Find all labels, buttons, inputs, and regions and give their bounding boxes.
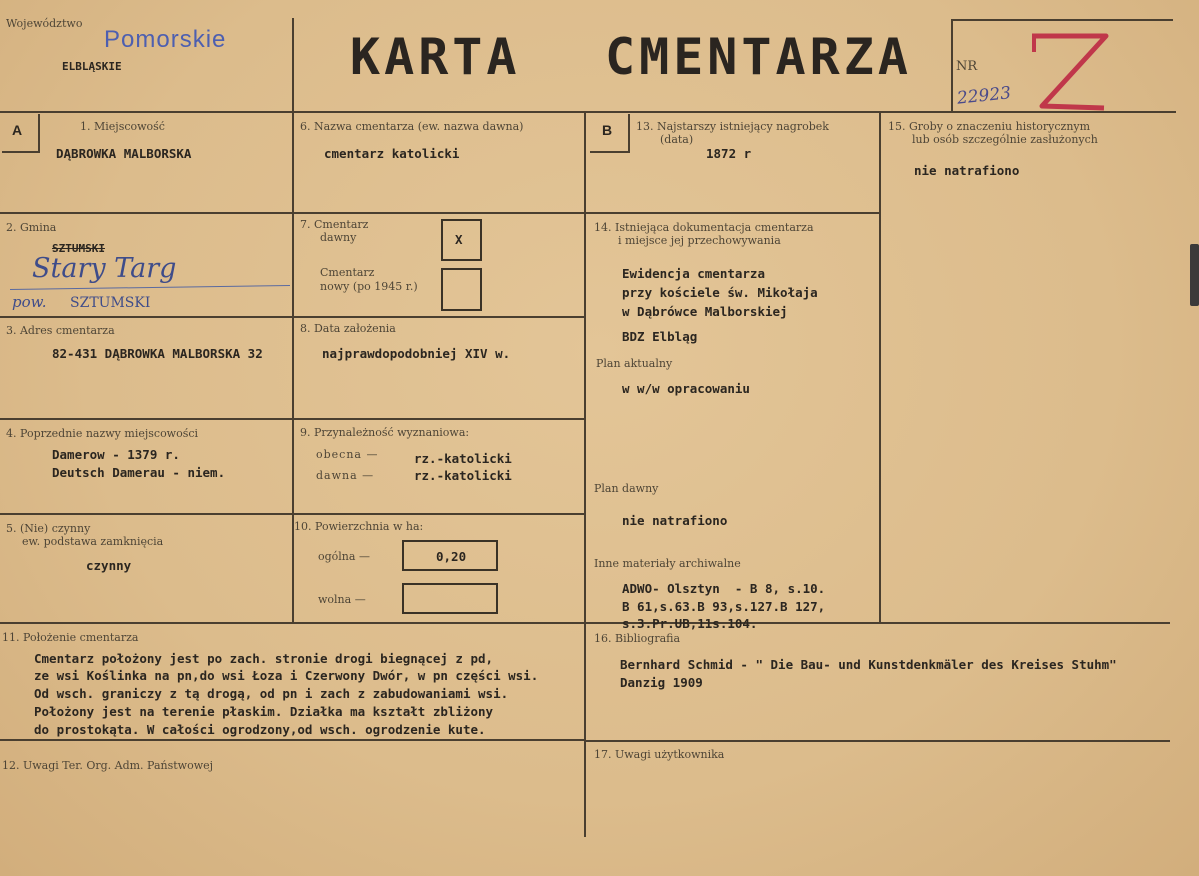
- f9-dawna-label: dawna —: [316, 469, 375, 482]
- title-karta: KARTA: [350, 28, 521, 86]
- f13-value: 1872 r: [706, 146, 752, 161]
- f2-handwritten-powiat: SZTUMSKI: [70, 295, 151, 311]
- plan-dawny-label: Plan dawny: [594, 482, 659, 495]
- nr-label: NR: [956, 59, 978, 74]
- f8-value: najprawdopodobniej XIV w.: [322, 346, 511, 361]
- f11-line-3: Od wsch. graniczy z tą drogą, od pn i zach z zabudowaniami wsi.: [34, 686, 509, 701]
- f6-value: cmentarz katolicki: [324, 146, 460, 161]
- f10-ogolna-label: ogólna —: [318, 550, 370, 563]
- row-divider-4: [0, 513, 584, 515]
- hand-underline: [10, 285, 290, 290]
- row-divider-b1: [584, 212, 880, 214]
- f2-hand-prefix: pow.: [12, 293, 47, 311]
- f4-label: 4. Poprzednie nazwy miejscowości: [6, 427, 199, 440]
- f11-line-5: do prostokąta. W całości ogrodzony,od wsch. ogrodzenie kute.: [34, 722, 486, 737]
- col-divider-1: [292, 112, 294, 622]
- row-divider-2: [0, 316, 584, 318]
- inne-line-3: s.3.Pr.UB,11s.104.: [622, 616, 758, 631]
- f13-label-2: (data): [660, 133, 694, 146]
- row-divider-7: [584, 740, 1170, 742]
- f7-label-3: Cmentarz: [320, 266, 375, 279]
- f5-label-2: ew. podstawa zamknięcia: [22, 535, 164, 548]
- plan-aktualny-value: w w/w opracowaniu: [622, 381, 750, 396]
- f9-label: 9. Przynależność wyznaniowa:: [300, 426, 470, 439]
- f5-label-1: 5. (Nie) czynny: [6, 522, 91, 535]
- tag-a-underline: [2, 151, 40, 153]
- f7-dawny-box: [441, 219, 482, 261]
- tag-b-underline: [590, 151, 630, 153]
- f10-ogolna-value: 0,20: [436, 549, 467, 564]
- f7-nowy-box: [441, 268, 482, 311]
- f16-line-2: Danzig 1909: [620, 675, 703, 690]
- f14-line-3: w Dąbrówce Malborskiej: [622, 304, 788, 319]
- f14-bdz: BDZ Elbląg: [622, 329, 698, 344]
- f5-value: czynny: [86, 558, 132, 573]
- f13-label-1: 13. Najstarszy istniejący nagrobek: [636, 120, 829, 133]
- nr-box-top: [951, 19, 1173, 21]
- f12-label: 12. Uwagi Ter. Org. Adm. Państwowej: [2, 759, 214, 772]
- section-a-tag: A: [12, 122, 23, 138]
- f11-line-1: Cmentarz położony jest po zach. stronie drogi biegnącej z pd,: [34, 651, 494, 666]
- f4-line-2: Deutsch Damerau - niem.: [52, 465, 226, 480]
- f9-obecna-label: obecna —: [316, 448, 379, 461]
- f7-dawny-mark: X: [455, 232, 463, 247]
- f8-label: 8. Data założenia: [300, 322, 396, 335]
- binder-clip: [1190, 244, 1199, 306]
- wojewodztwo-stamp: Pomorskie: [104, 26, 227, 53]
- title-cmentarza: CMENTARZA: [605, 28, 912, 86]
- col-divider-3: [879, 112, 881, 622]
- f2-handwritten-gmina: Stary Targ: [32, 253, 177, 284]
- f14-label-1: 14. Istniejąca dokumentacja cmentarza: [594, 221, 814, 234]
- f11-line-2: ze wsi Koślinka na pn,do wsi Łoza i Czerwony Dwór, w pn części wsi.: [34, 668, 539, 683]
- f15-value: nie natrafiono: [914, 163, 1020, 178]
- plan-dawny-value: nie natrafiono: [622, 513, 728, 528]
- f16-label: 16. Bibliografia: [594, 632, 681, 645]
- f9-dawna-value: rz.-katolicki: [414, 468, 512, 483]
- f10-label: 10. Powierzchnia w ha:: [294, 520, 424, 533]
- f10-ogolna-box: [402, 540, 498, 571]
- tag-b-line: [628, 114, 630, 152]
- section-b-tag: B: [602, 122, 613, 138]
- f10-wolna-label: wolna —: [318, 593, 366, 606]
- f11-label: 11. Położenie cmentarza: [2, 631, 139, 644]
- header-left-divider: [292, 18, 294, 112]
- f7-label-4: nowy (po 1945 r.): [320, 280, 418, 293]
- tag-a-line: [38, 114, 40, 152]
- header-divider: [0, 111, 1176, 113]
- inne-line-2: B 61,s.63.B 93,s.127.B 127,: [622, 599, 826, 614]
- col-divider-2: [584, 112, 586, 837]
- inne-label: Inne materiały archiwalne: [594, 557, 741, 570]
- f10-wolna-box: [402, 583, 498, 614]
- f4-line-1: Damerow - 1379 r.: [52, 447, 180, 462]
- red-z-mark: [1022, 30, 1112, 114]
- row-divider-1: [0, 212, 584, 214]
- row-divider-5: [0, 622, 1170, 624]
- f11-line-4: Położony jest na terenie płaskim. Działka ma kształt zbliżony: [34, 704, 494, 719]
- f1-value: DĄBROWKA MALBORSKA: [56, 146, 192, 161]
- row-divider-3: [0, 418, 584, 420]
- nr-box-left: [951, 20, 953, 112]
- inne-line-1: ADWO- Olsztyn - B 8, s.10.: [622, 581, 826, 596]
- f7-label-1: 7. Cmentarz: [300, 218, 369, 231]
- f6-label: 6. Nazwa cmentarza (ew. nazwa dawna): [300, 120, 524, 133]
- f9-obecna-value: rz.-katolicki: [414, 451, 512, 466]
- f1-label: 1. Miejscowość: [80, 120, 165, 133]
- wojewodztwo-typed: ELBLĄSKIE: [62, 60, 122, 73]
- f14-line-1: Ewidencja cmentarza: [622, 266, 765, 281]
- row-divider-6: [0, 739, 584, 741]
- f3-value: 82-431 DĄBROWKA MALBORSKA 32: [52, 346, 263, 361]
- f15-label-1: 15. Groby o znaczeniu historycznym: [888, 120, 1091, 133]
- f2-struck: SZTUMSKI: [52, 242, 105, 255]
- wojewodztwo-label: Województwo: [6, 17, 83, 30]
- f14-line-2: przy kościele św. Mikołaja: [622, 285, 818, 300]
- nr-value: 22923: [956, 83, 1012, 109]
- f15-label-2: lub osób szczególnie zasłużonych: [912, 133, 1098, 146]
- f3-label: 3. Adres cmentarza: [6, 324, 115, 337]
- f16-line-1: Bernhard Schmid - " Die Bau- und Kunstdenkmäler des Kreises Stuhm": [620, 657, 1117, 672]
- f17-label: 17. Uwagi użytkownika: [594, 748, 725, 761]
- f2-label: 2. Gmina: [6, 221, 57, 234]
- plan-aktualny-label: Plan aktualny: [596, 357, 673, 370]
- f14-label-2: i miejsce jej przechowywania: [618, 234, 781, 247]
- f7-label-2: dawny: [320, 231, 357, 244]
